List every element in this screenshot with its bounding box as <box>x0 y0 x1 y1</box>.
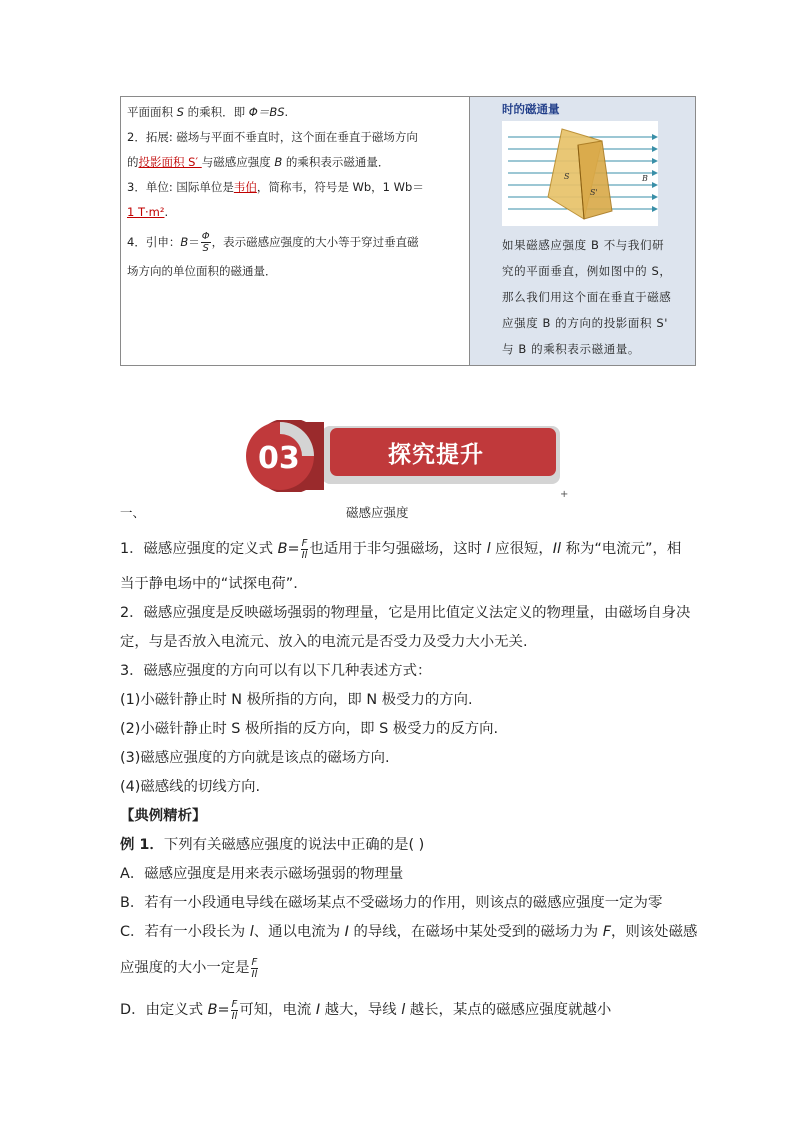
text-run: l <box>486 541 491 557</box>
text-run: Φ＝BS <box>248 105 285 119</box>
text-run: B <box>274 155 283 169</box>
text-run: l <box>401 1002 406 1018</box>
text-run: 例 1． <box>120 837 164 853</box>
table-left-cell <box>121 97 470 365</box>
explanation-line: 如果磁感应强度 B 不与我们研 <box>502 238 665 252</box>
paragraph-line: 2．磁感应强度是反映磁场强弱的物理量，它是用比值定义法定义的物理量，由磁场自身决 <box>120 605 691 621</box>
paragraph-line: 1．磁感应强度的定义式 B= $\frac{F}{Il}$ 也适用于非匀强磁场，这时 l 应很短，Il 称为“电流元”，相 <box>120 537 682 561</box>
paragraph-line: (4)磁感线的切线方向. <box>120 779 261 795</box>
fraction: $\frac{F}{Il}$ <box>231 998 238 1022</box>
table-line: 1 T·m². <box>127 205 169 219</box>
paragraph-line <box>120 802 680 831</box>
explanation-line: 应强度 B 的方向的投影面积 S' <box>502 316 669 330</box>
paragraph-line: 3．磁感应强度的方向可以有以下几种表述方式： <box>120 663 432 679</box>
section-title: 磁感应强度 <box>346 505 409 520</box>
text-run: l <box>249 924 254 940</box>
paragraph-line: C．若有一小段长为 l、通以电流为 I 的导线，在磁场中某处受到的磁场力为 F，则该处磁感 <box>120 924 698 940</box>
table-right-cell <box>470 97 695 365</box>
paragraph-mark: + <box>560 489 569 500</box>
text-run: F <box>602 924 611 940</box>
explanation-line: 与 B 的乘积表示磁通量。 <box>502 342 640 356</box>
explanation-line: 那么我们用这个面在垂直于磁感 <box>502 290 672 304</box>
paragraph-line: (1)小磁针静止时 N 极所指的方向，即 N 极受力的方向. <box>120 692 473 708</box>
table-line: 4．引申：B＝ $\frac{\Phi}{S}$ ，表示磁感应强度的大小等于穿过垂直磁 <box>127 231 419 254</box>
label-b: B <box>642 174 648 183</box>
banner-number: 03 <box>258 441 300 476</box>
explanation-line: 究的平面垂直，例如图中的 S， <box>502 264 672 278</box>
paragraph-line: 例 1．下列有关磁感应强度的说法中正确的是( ) <box>120 837 425 853</box>
fraction: $\frac{\Phi}{S}$ <box>201 231 210 254</box>
fraction: $\frac{F}{Il}$ <box>301 537 308 561</box>
text-run: I <box>344 924 349 940</box>
figure-title: 时的磁通量 <box>502 102 560 116</box>
paragraph-line: (3)磁感应强度的方向就是该点的磁场方向. <box>120 750 390 766</box>
text-run: 【典例精析】 <box>120 808 207 824</box>
magnetic-flux-figure <box>502 121 658 226</box>
paragraph-line: 当于静电场中的“试探电荷”. <box>120 576 298 592</box>
text-run: S <box>176 105 184 119</box>
banner-graphic <box>236 420 566 492</box>
label-s: S <box>564 172 570 181</box>
fraction: $\frac{F}{Il}$ <box>251 956 258 980</box>
figure-explanation <box>502 232 687 362</box>
concept-table <box>120 96 696 366</box>
banner-title: 探究提升 <box>388 442 484 468</box>
text-run: B <box>277 541 288 557</box>
table-line: 平面面积 S 的乘积．即 Φ＝BS. <box>127 105 289 119</box>
text-run: 韦伯 <box>233 180 257 194</box>
body-text <box>120 528 698 1031</box>
table-line: 场方向的单位面积的磁通量． <box>127 264 277 278</box>
paragraph-line: (2)小磁针静止时 S 极所指的反方向，即 S 极受力的反方向. <box>120 721 499 737</box>
table-line: 2．拓展: 磁场与平面不垂直时，这个面在垂直于磁场方向 <box>127 130 418 144</box>
paragraph-line: B．若有一小段通电导线在磁场某点不受磁场力的作用，则该点的磁感应强度一定为零 <box>120 895 663 911</box>
paragraph-line: D．由定义式 B= $\frac{F}{Il}$ 可知，电流 I 越大，导线 l 越长，某点的磁感应强度就越小 <box>120 998 612 1022</box>
table-line: 3．单位: 国际单位是韦伯，简称韦，符号是 Wb，1 Wb＝ <box>127 180 424 194</box>
table-line: 的投影面积 S′ 与磁感应强度 B 的乘积表示磁通量． <box>127 155 390 169</box>
text-run: I <box>315 1002 321 1018</box>
text-run: B <box>180 235 189 249</box>
paragraph-line: A．磁感应强度是用来表示磁场强弱的物理量 <box>120 866 404 882</box>
text-run: 投影面积 S′ <box>138 155 202 169</box>
text-run: 1 T·m² <box>127 205 165 219</box>
text-run: B <box>207 1002 218 1018</box>
paragraph-line: 定，与是否放入电流元、放入的电流元是否受力及受力大小无关. <box>120 634 528 650</box>
section-number: 一、 <box>120 505 146 520</box>
label-s-prime: S' <box>590 188 598 197</box>
flux-diagram <box>502 121 658 226</box>
text-run: Il <box>552 541 561 557</box>
section-banner <box>236 420 566 492</box>
paragraph-line: 应强度的大小一定是 $\frac{F}{Il}$ <box>120 956 258 980</box>
